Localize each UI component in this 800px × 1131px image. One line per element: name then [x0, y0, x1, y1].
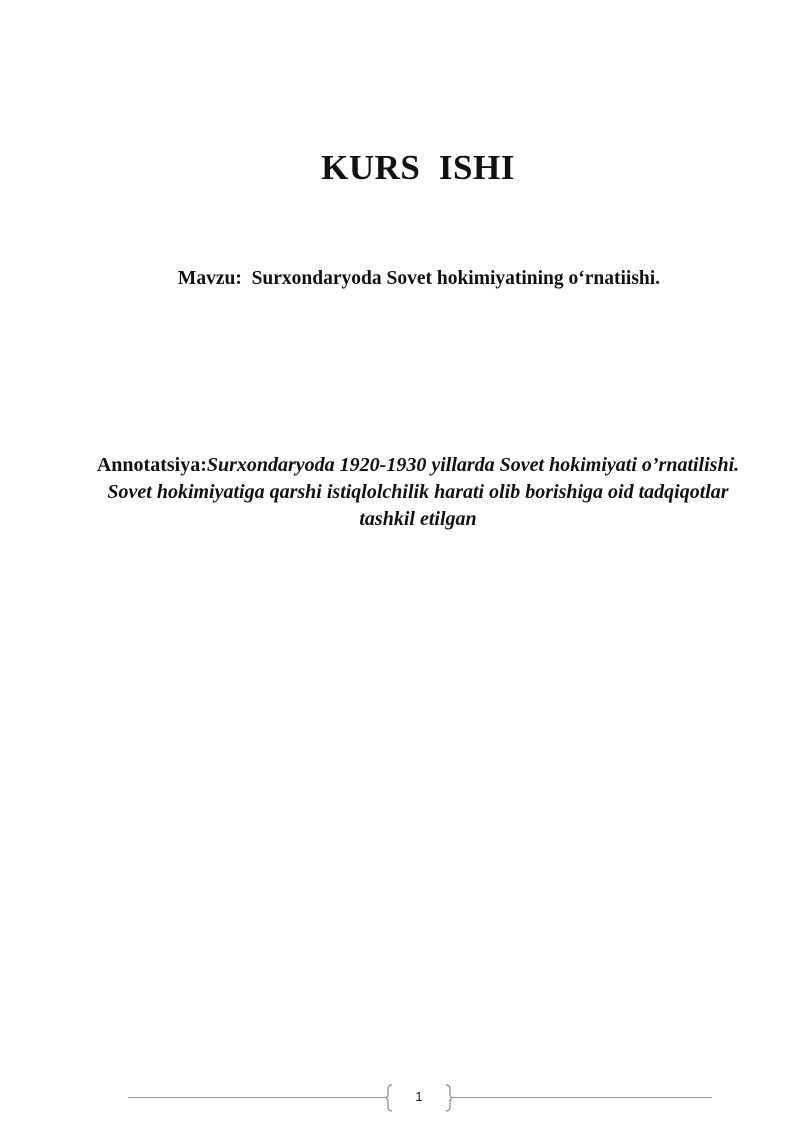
- annotation-text: Surxondaryoda 1920-1930 yillarda Sovet hokimiyati o’rnatilishi. Sovet hokimiyatiga qarshi istiqlolchilik harati olib borishiga oid tadqiqotlar tashkil etilgan: [107, 454, 740, 530]
- document-title: KURS ISHI: [321, 148, 515, 187]
- page-number-frame: [386, 1084, 452, 1112]
- topic-line: Mavzu: Surxondaryoda Sovet hokimiyatining o‘rnatiishi.: [177, 268, 661, 289]
- footer-rule-left: [128, 1097, 386, 1098]
- annotation-label: Annotatsiya:: [96, 454, 207, 476]
- annotation-paragraph: [90, 452, 746, 533]
- footer-rule-right: [452, 1097, 712, 1098]
- page-number: 1: [415, 1089, 423, 1104]
